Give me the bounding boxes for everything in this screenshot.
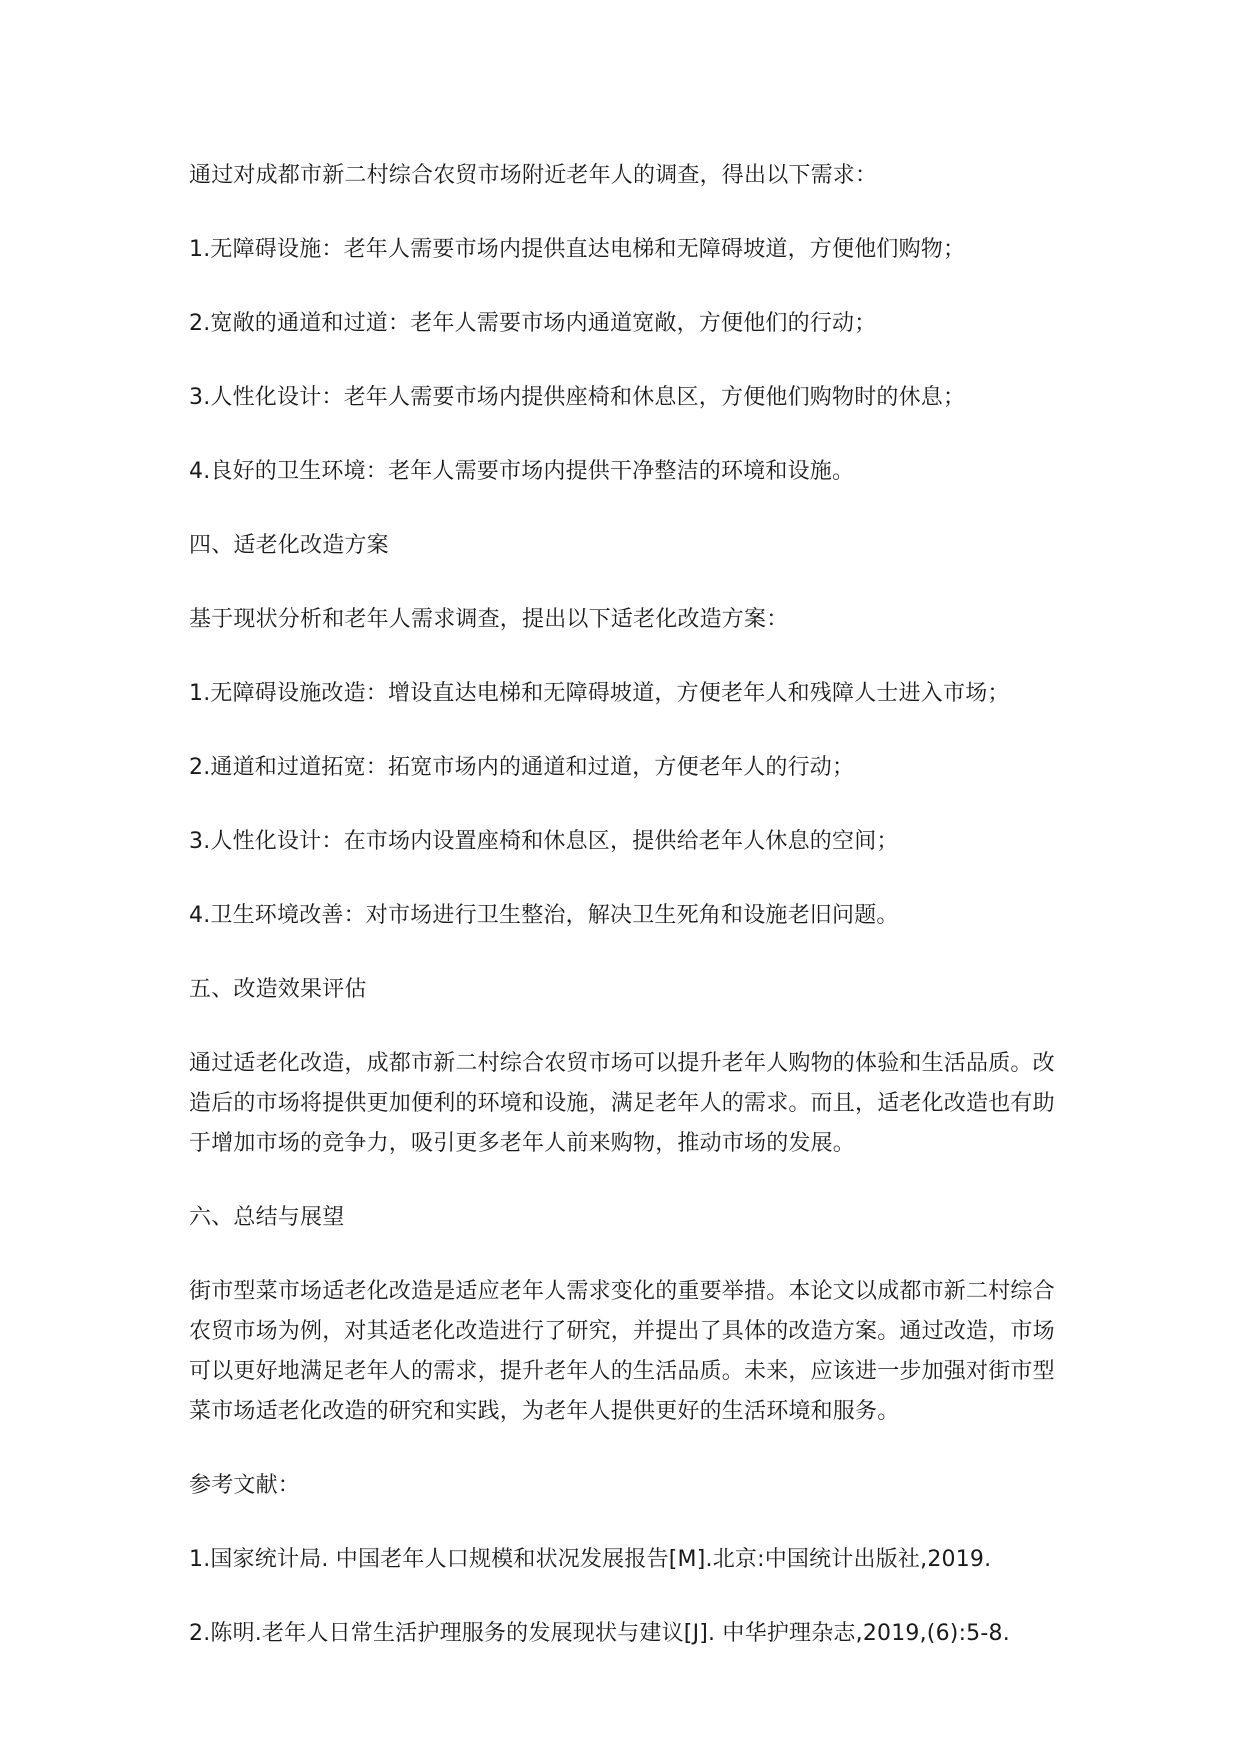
document-body	[189, 156, 1069, 1688]
plan-item-humanized-design: 3.人性化设计：在市场内设置座椅和休息区，提供给老年人休息的空间；	[189, 829, 899, 854]
need-item-accessibility: 1.无障碍设施：老年人需要市场内提供直达电梯和无障碍坡道，方便他们购物；	[189, 237, 966, 262]
references-heading: 参考文献：	[189, 1473, 301, 1498]
section-heading-evaluation: 五、改造效果评估	[189, 977, 367, 1002]
reference-item-2: 2.陈明.老年人日常生活护理服务的发展现状与建议[J]. 中华护理杂志,2019,(6):5-8.	[189, 1621, 1010, 1646]
paragraph-evaluation: 通过适老化改造，成都市新二村综合农贸市场可以提升老年人购物的体验和生活品质。改造后的市场将提供更加便利的环境和设施，满足老年人的需求。而且，适老化改造也有助于增加市场的竞争力，吸引更多老年人前来购物，推动市场的发展。	[189, 1051, 1055, 1156]
plan-item-hygiene: 4.卫生环境改善：对市场进行卫生整治，解决卫生死角和设施老旧问题。	[189, 903, 899, 928]
paragraph-conclusion: 街市型菜市场适老化改造是适应老年人需求变化的重要举措。本论文以成都市新二村综合农贸市场为例，对其适老化改造进行了研究，并提出了具体的改造方案。通过改造，市场可以更好地满足老年人的需求，提升老年人的生活品质。未来，应该进一步加强对街市型菜市场适老化改造的研究和实践，为老年人提供更好的生活环境和服务。	[189, 1279, 1055, 1424]
need-item-aisles: 2.宽敞的通道和过道：老年人需要市场内通道宽敞，方便他们的行动；	[189, 311, 877, 336]
paragraph-plan-intro: 基于现状分析和老年人需求调查，提出以下适老化改造方案：	[189, 607, 789, 632]
need-item-humanized-design: 3.人性化设计：老年人需要市场内提供座椅和休息区，方便他们购物时的休息；	[189, 385, 966, 410]
section-heading-renovation-plan: 四、适老化改造方案	[189, 533, 389, 558]
need-item-hygiene: 4.良好的卫生环境：老年人需要市场内提供干净整洁的环境和设施。	[189, 459, 855, 484]
paragraph-survey-intro: 通过对成都市新二村综合农贸市场附近老年人的调查，得出以下需求：	[189, 163, 878, 188]
plan-item-accessibility: 1.无障碍设施改造：增设直达电梯和无障碍坡道，方便老年人和残障人士进入市场；	[189, 681, 1010, 706]
reference-item-1: 1.国家统计局. 中国老年人口规模和状况发展报告[M].北京:中国统计出版社,2019.	[189, 1547, 992, 1572]
section-heading-conclusion: 六、总结与展望	[189, 1205, 345, 1230]
plan-item-aisles: 2.通道和过道拓宽：拓宽市场内的通道和过道，方便老年人的行动；	[189, 755, 855, 780]
